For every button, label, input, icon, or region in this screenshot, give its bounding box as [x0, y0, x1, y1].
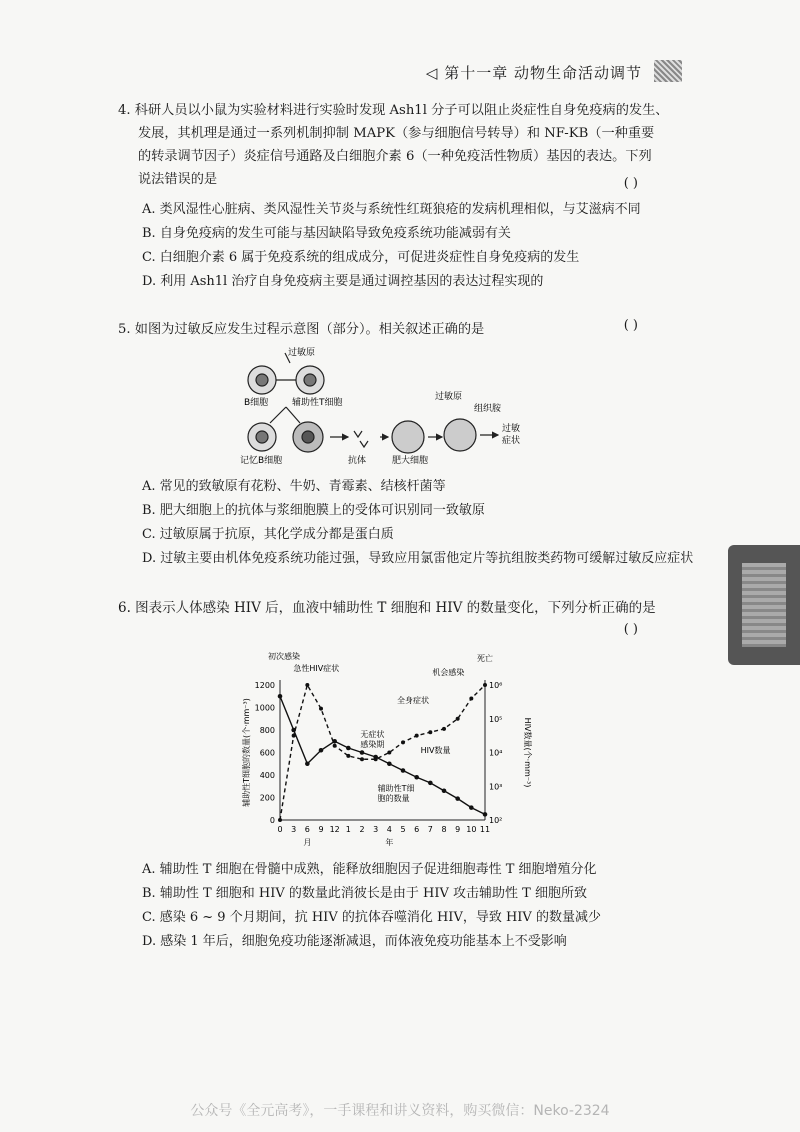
x-tick-label: 12	[329, 825, 340, 834]
y-right-tick-label: 10⁵	[489, 714, 503, 724]
q6-answer-paren[interactable]: ( )	[623, 622, 638, 637]
q6-stem: 6. 图表示人体感染 HIV 后，血液中辅助性 T 细胞和 HIV 的数量变化，下列分析正确的是	[118, 600, 656, 616]
hiv-point	[428, 730, 432, 734]
q4-answer-paren[interactable]: ( )	[623, 176, 638, 191]
helper-t-cell-point	[414, 775, 419, 780]
label-allergen-top: 过敏原	[288, 348, 316, 358]
hiv-point	[401, 740, 405, 744]
activated-mast-cell-shape	[444, 419, 476, 451]
q5-stem: 5. 如图为过敏反应发生过程示意图（部分）。相关叙述正确的是	[118, 322, 485, 337]
q5-option-d[interactable]: D. 过敏主要由机体免疫系统功能过强，导致应用氯雷他定片等抗组胺类药物可缓解过敏反应症状	[142, 551, 694, 566]
label-mast-cell: 肥大细胞	[392, 456, 429, 466]
hiv-point	[278, 818, 282, 822]
q4-stem	[118, 99, 673, 191]
label-memory-b-cell: 记忆B细胞	[240, 456, 283, 466]
q6-option-a[interactable]: A. 辅助性 T 细胞在骨髓中成熟，能释放细胞因子促进细胞毒性 T 细胞增殖分化	[142, 862, 597, 877]
helper-t-cell-point	[442, 788, 447, 793]
allergy-process-diagram	[230, 345, 520, 475]
y-left-tick-label: 400	[259, 771, 275, 780]
label-antibody: 抗体	[348, 456, 367, 466]
hiv-point	[483, 683, 487, 687]
page-header	[426, 62, 642, 83]
watermark-footer: 公众号《全元高考》，一手课程和讲义资料，购买微信：Neko-2324	[190, 1103, 610, 1119]
helper-t-cell-point	[305, 761, 310, 766]
annotation-infection-period: 感染期	[360, 740, 385, 749]
x-tick-label: 3	[291, 825, 297, 834]
hiv-point	[360, 757, 364, 761]
hiv-point	[387, 751, 391, 755]
annotation-opportunistic-infection: 机会感染	[432, 668, 465, 677]
q5-option-c[interactable]: C. 过敏原属于抗原，其化学成分都是蛋白质	[142, 527, 394, 542]
annotation-systemic-symptoms: 全身症状	[397, 696, 429, 705]
x-tick-label: 11	[479, 825, 491, 834]
x-tick-label: 3	[373, 825, 379, 834]
tab-pattern-icon	[742, 563, 786, 647]
x-tick-label: 4	[386, 825, 392, 834]
x-unit-month: 月	[303, 838, 312, 847]
hiv-point	[442, 727, 446, 731]
x-tick-label: 9	[318, 825, 324, 834]
hiv-point	[305, 683, 309, 687]
helper-t-cell-point	[428, 781, 433, 786]
q4-stem-line: 说法错误的是	[138, 172, 218, 187]
annotation-t-cell-count-1: 辅助性T细	[377, 784, 415, 793]
hiv-point	[346, 754, 350, 758]
x-tick-label: 8	[441, 825, 447, 834]
x-tick-label: 6	[414, 825, 420, 834]
y-left-tick-label: 1200	[254, 681, 275, 690]
q4-option-a[interactable]: A. 类风湿性心脏病、类风湿性关节炎与系统性红斑狼疮的发病机理相似，与艾滋病不同	[142, 202, 641, 217]
q6-option-b[interactable]: B. 辅助性 T 细胞和 HIV 的数量此消彼长是由于 HIV 攻击辅助性 T 细胞所致	[142, 886, 587, 901]
y-left-tick-label: 0	[269, 816, 275, 825]
hiv-point	[319, 707, 323, 711]
helper-t-cell-point	[346, 746, 351, 751]
y-left-tick-label: 600	[259, 748, 275, 758]
label-symptom-2: 症状	[502, 436, 520, 446]
q4-option-c[interactable]: C. 白细胞介素 6 属于免疫系统的组成成分，可促进炎症性自身免疫病的发生	[142, 250, 580, 265]
y-right-axis-label: HIV数量(个·mm⁻³)	[523, 717, 532, 788]
hiv-point	[333, 744, 337, 748]
q5-option-b[interactable]: B. 肥大细胞上的抗体与浆细胞膜上的受体可识别同一致敏原	[142, 503, 485, 518]
y-right-tick-label: 10⁶	[489, 681, 503, 690]
hiv-point	[415, 734, 419, 738]
q4-stem-line: 发展，其机理是通过一系列机制抑制 MAPK（参与细胞信号转导）和 NF-KB（一种重要	[138, 126, 655, 141]
q6-option-d[interactable]: D. 感染 1 年后，细胞免疫功能逐渐减退，而体液免疫功能基本上不受影响	[142, 934, 567, 949]
annotation-initial-infection: 初次感染	[268, 652, 300, 661]
q4-stem-line: 的转录调节因子）炎症信号通路及白细胞介素 6（一种免疫活性物质）基因的表达。下列	[138, 149, 652, 164]
label-b-cell: B细胞	[244, 398, 269, 408]
annotation-hiv-count: HIV数量	[420, 746, 451, 755]
x-tick-label: 9	[455, 825, 461, 834]
helper-t-cell-point	[387, 761, 392, 766]
helper-t-cell-point	[319, 748, 324, 753]
x-tick-label: 0	[277, 825, 283, 834]
x-tick-label: 2	[359, 825, 365, 834]
helper-t-cell-point	[360, 750, 365, 755]
helper-t-cell-point	[455, 796, 460, 801]
q4-option-b[interactable]: B. 自身免疫病的发生可能与基因缺陷导致免疫系统功能减弱有关	[142, 226, 511, 241]
mast-cell-shape	[392, 421, 424, 453]
hiv-point	[292, 734, 296, 738]
x-tick-label: 6	[304, 825, 310, 834]
x-unit-year: 年	[385, 838, 394, 847]
label-symptom-1: 过敏	[502, 424, 520, 434]
helper-t-cell-point	[483, 812, 488, 817]
hiv-point	[456, 717, 460, 721]
helper-t-cell-point	[278, 694, 283, 699]
chapter-side-tab	[728, 545, 800, 665]
y-left-tick-label: 800	[259, 726, 275, 735]
helper-t-cell-point	[469, 805, 474, 810]
y-left-tick-label: 1000	[254, 703, 275, 713]
q5-answer-paren[interactable]: ( )	[623, 318, 638, 333]
y-right-tick-label: 10⁴	[489, 748, 503, 758]
q5-option-a[interactable]: A. 常见的致敏原有花粉、牛奶、青霉素、结核杆菌等	[142, 479, 446, 494]
helper-t-cell-point	[401, 768, 406, 773]
y-right-tick-label: 10³	[489, 782, 503, 792]
q6-option-c[interactable]: C. 感染 6 ~ 9 个月期间，抗 HIV 的抗体吞噬消化 HIV，导致 HIV 的数量减少	[142, 910, 601, 925]
q4-option-d[interactable]: D. 利用 Ash1l 治疗自身免疫病主要是通过调控基因的表达过程实现的	[142, 274, 544, 289]
x-tick-label: 7	[427, 825, 433, 834]
y-right-tick-label: 10²	[489, 816, 503, 825]
header-pattern-icon	[654, 60, 682, 82]
y-left-tick-label: 200	[259, 793, 275, 803]
hiv-chart	[235, 645, 535, 850]
x-tick-label: 5	[400, 825, 406, 834]
x-tick-label: 1	[345, 825, 351, 834]
y-left-axis-label: 辅助性T细胞的数量(个·mm⁻³)	[242, 698, 251, 807]
label-allergen-right: 过敏原	[435, 392, 463, 402]
x-tick-label: 10	[466, 825, 477, 834]
header-title: 第十一章 动物生命活动调节	[444, 64, 642, 82]
header-arrow-icon: ◁	[425, 64, 439, 82]
annotation-asymptomatic: 无症状	[360, 730, 385, 739]
hiv-point	[374, 757, 378, 761]
annotation-t-cell-count-2: 胞的数量	[377, 794, 410, 803]
annotation-acute-symptoms: 急性HIV症状	[293, 664, 340, 673]
q4-stem-line: 4. 科研人员以小鼠为实验材料进行实验时发现 Ash1l 分子可以阻止炎症性自身免疫病的发生、	[118, 103, 669, 118]
label-helper-t-cell: 辅助性T细胞	[292, 398, 343, 408]
label-tissue: 组织胺	[474, 404, 502, 414]
hiv-point	[469, 697, 473, 701]
annotation-death: 死亡	[477, 654, 493, 663]
